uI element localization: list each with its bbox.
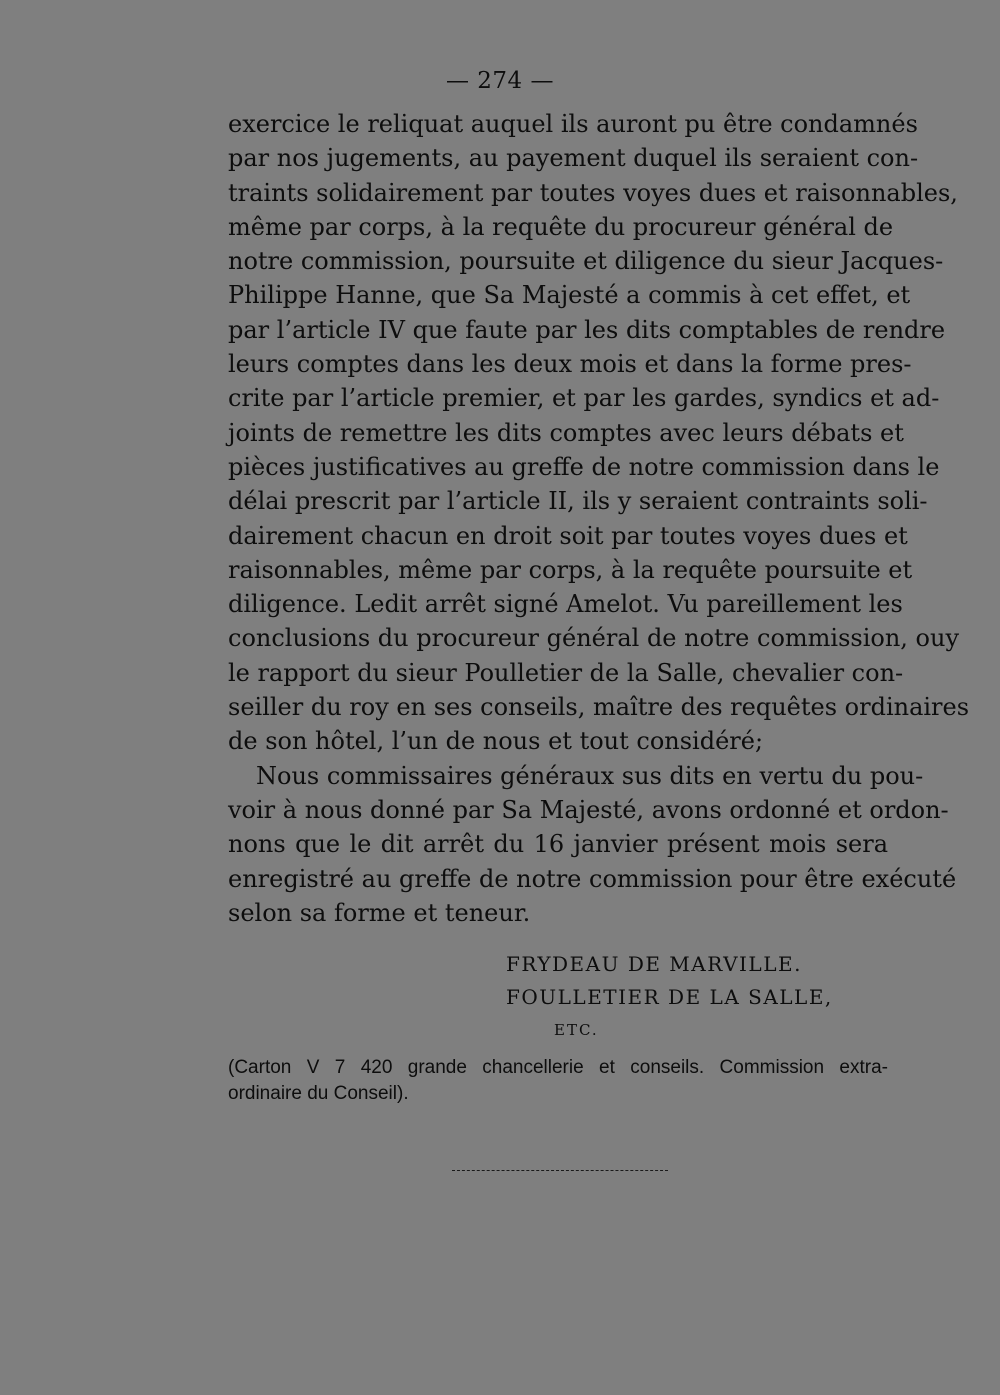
body-text (228, 107, 970, 930)
text-line: délai prescrit par l’article II, ils y seraient contraints soli- (228, 487, 928, 516)
text-line: par l’article IV que faute par les dits comptables de rendre (228, 315, 946, 344)
signature-frydeau: FRYDEAU DE MARVILLE. (506, 952, 802, 976)
footnote-line: (Carton V 7 420 grande chancellerie et conseils. Commission extra- (228, 1057, 888, 1078)
signature-block (506, 948, 833, 1047)
signature-foulletier: FOULLETIER DE LA SALLE, (506, 985, 833, 1009)
text-line: dairement chacun en droit soit par toutes voyes dues et (228, 521, 908, 550)
text-line: voir à nous donné par Sa Majesté, avons ordonné et ordon- (228, 795, 949, 824)
end-rule-divider (452, 1170, 668, 1173)
text-line: notre commission, poursuite et diligence du sieur Jacques- (228, 247, 944, 276)
text-line: le rapport du sieur Poulletier de la Salle, chevalier con- (228, 658, 904, 687)
text-line: nons que le dit arrêt du 16 janvier présent mois sera (228, 830, 888, 859)
text-line: de son hôtel, l’un de nous et tout considéré; (228, 727, 764, 756)
footnote (228, 1055, 888, 1107)
text-line: leurs comptes dans les deux mois et dans la forme pres- (228, 350, 912, 379)
text-line: joints de remettre les dits comptes avec leurs débats et (228, 418, 904, 447)
text-line: par nos jugements, au payement duquel ils seraient con- (228, 144, 919, 173)
text-line: Philippe Hanne, que Sa Majesté a commis à cet effet, et (228, 281, 911, 310)
text-line: crite par l’article premier, et par les gardes, syndics et ad- (228, 384, 940, 413)
text-line: même par corps, à la requête du procureur général de (228, 212, 894, 241)
text-line: seiller du roy en ses conseils, maître des requêtes ordinaires (228, 693, 970, 722)
signature-etc: ETC. (554, 1021, 599, 1039)
paragraph-start-line: Nous commissaires généraux sus dits en vertu du pou- (256, 761, 924, 790)
page-number: — 274 — (445, 68, 555, 94)
text-line: enregistré au greffe de notre commission pour être exécuté (228, 864, 957, 893)
text-line: selon sa forme et teneur. (228, 898, 531, 927)
text-line: exercice le reliquat auquel ils auront pu être condamnés (228, 110, 918, 138)
text-line: traints solidairement par toutes voyes dues et raisonnables, (228, 178, 958, 207)
footnote-line: ordinaire du Conseil). (228, 1083, 409, 1104)
text-line: conclusions du procureur général de notre commission, ouy (228, 624, 960, 653)
text-line: raisonnables, même par corps, à la requête poursuite et (228, 555, 913, 584)
text-line: diligence. Ledit arrêt signé Amelot. Vu pareillement les (228, 590, 903, 619)
text-line: pièces justificatives au greffe de notre commission dans le (228, 452, 940, 481)
